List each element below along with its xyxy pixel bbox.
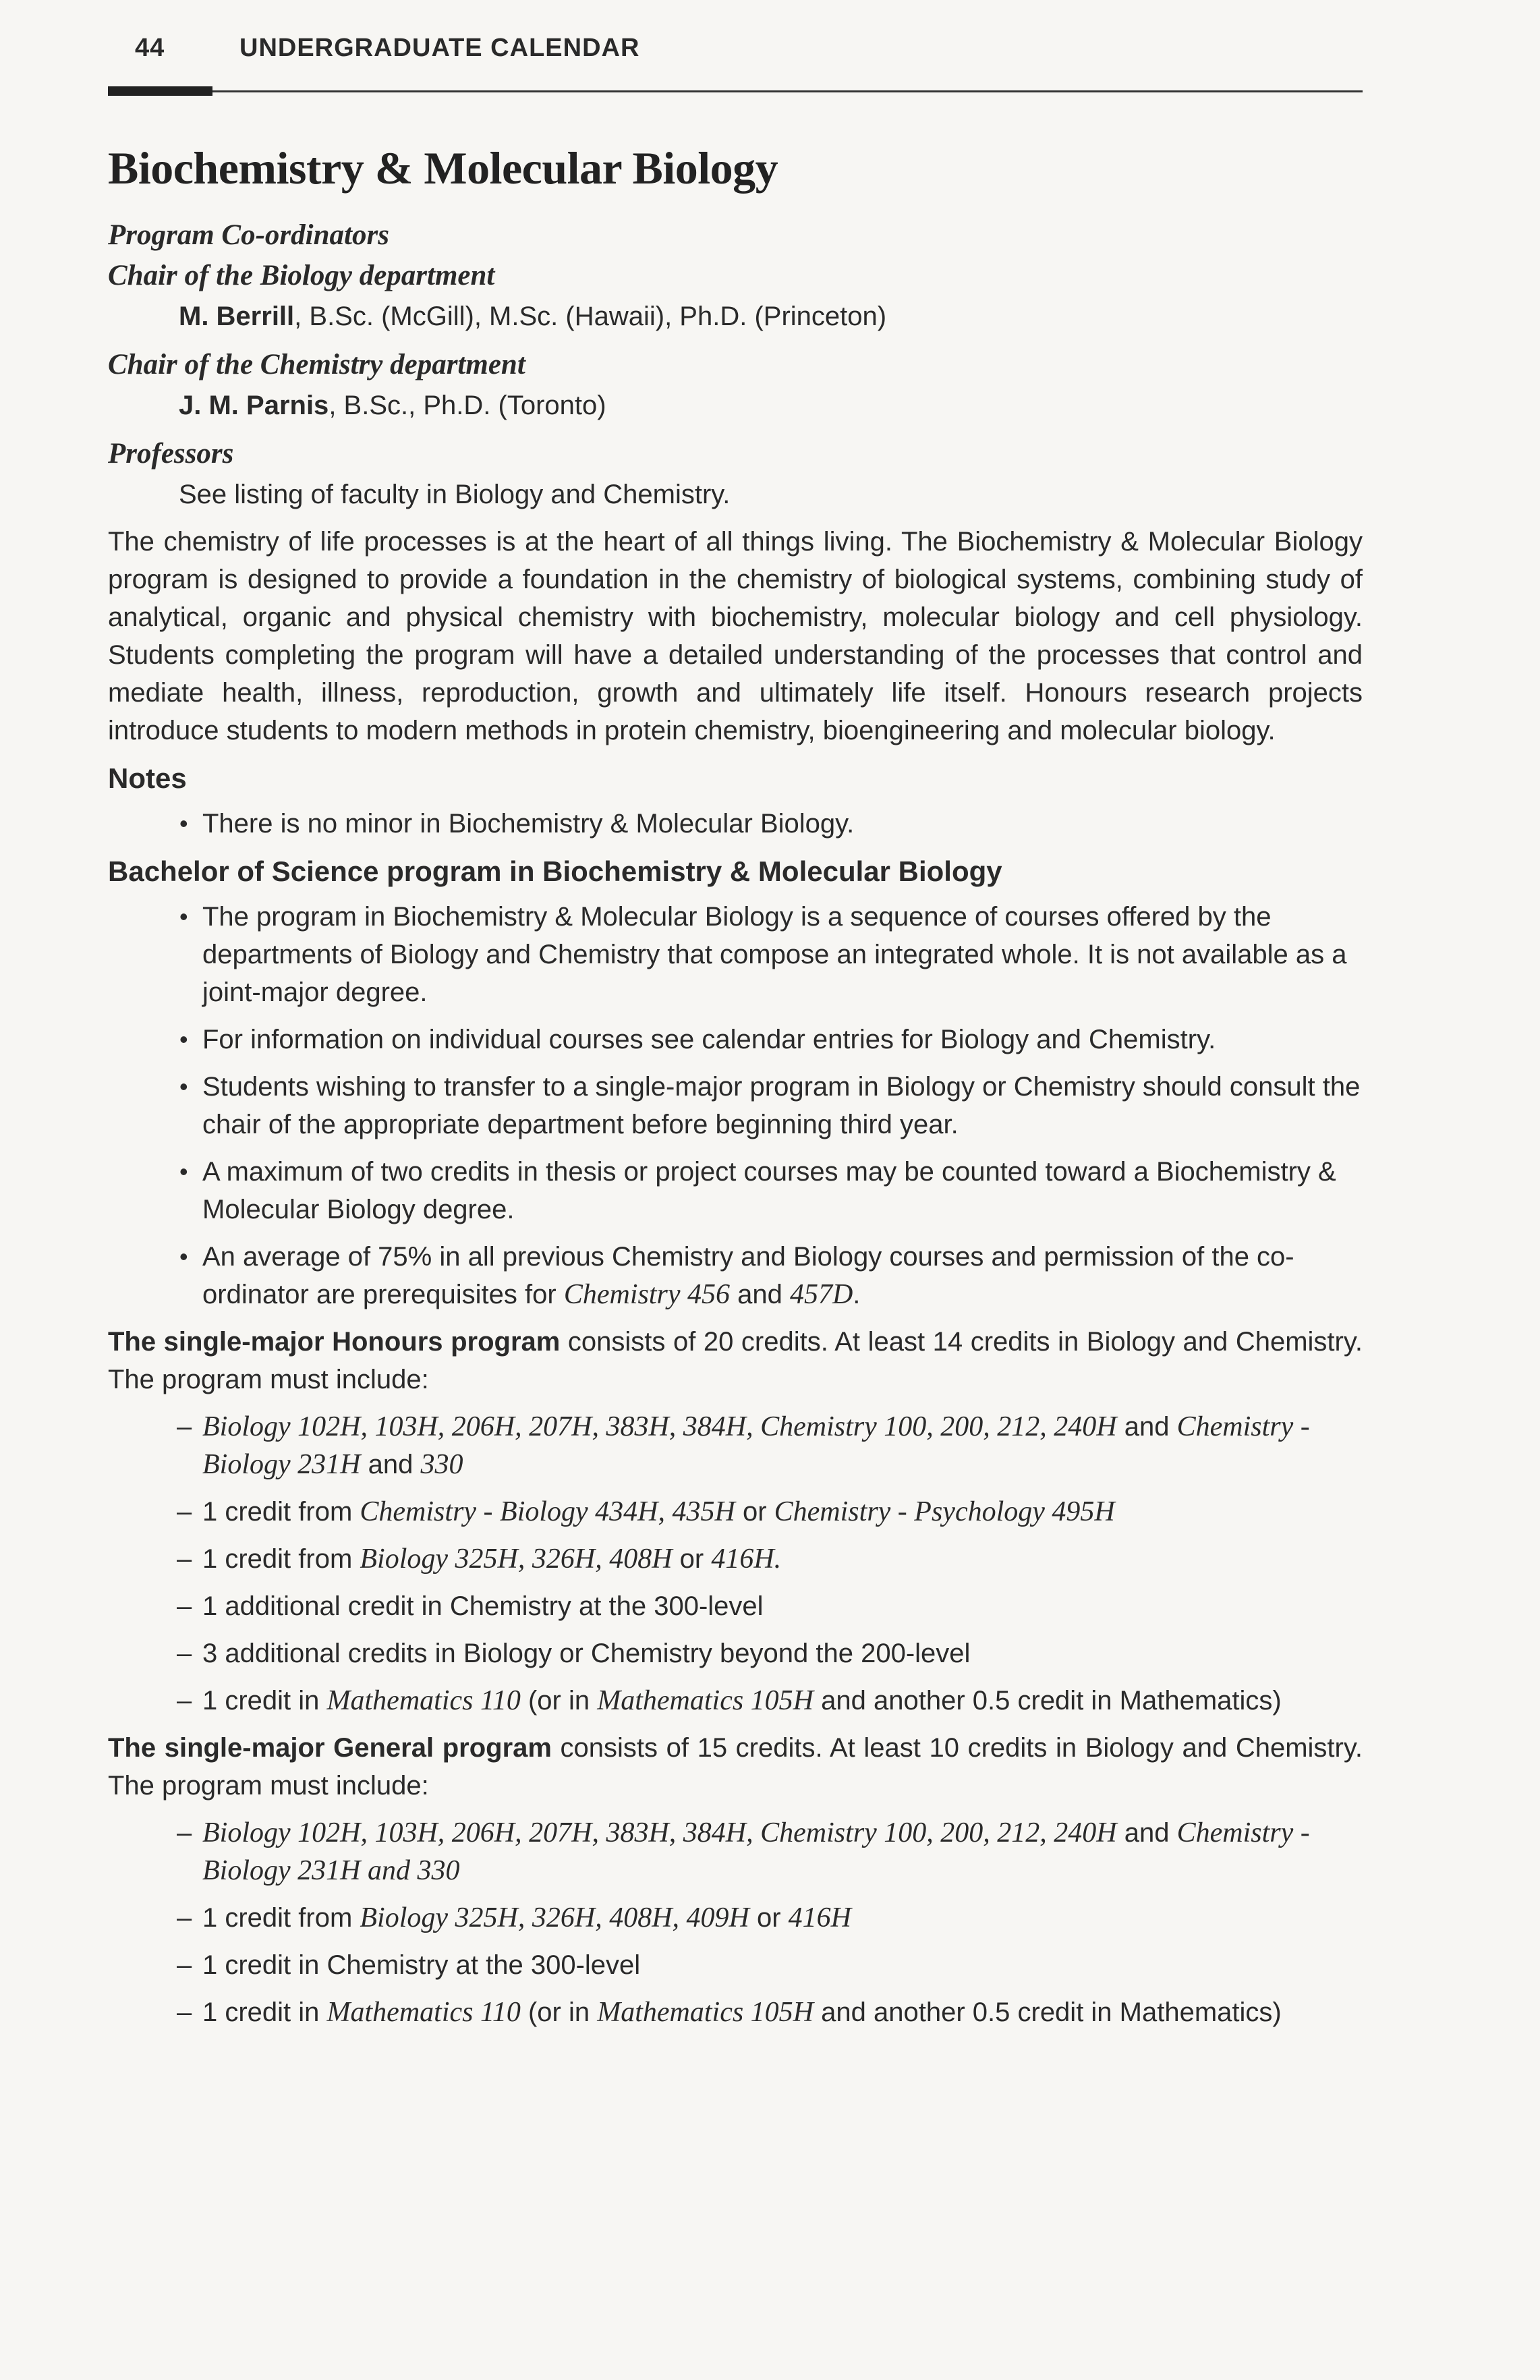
chair-chemistry-heading: Chair of the Chemistry department (108, 349, 525, 380)
chair-biology-degrees: , B.Sc. (McGill), M.Sc. (Hawaii), Ph.D. (Princeton) (294, 302, 887, 331)
bsc-heading: Bachelor of Science program in Biochemistry & Molecular Biology (108, 855, 1002, 887)
requirement-item: – 1 credit from Biology 325H, 326H, 408H or 416H. (177, 1543, 782, 1575)
requirement-item: – 1 credit from Chemistry - Biology 434H, 435H or Chemistry - Psychology 495H (177, 1496, 1115, 1527)
requirement-item: – 1 credit in Chemistry at the 300-level (177, 1950, 641, 1980)
general-intro: The single-major General program consists of 15 credits. At least 10 credits in Biology and Chemistry. The program must include: (108, 1733, 1363, 1801)
requirement-item: – 1 credit in Mathematics 110 (or in Mathematics 105H and another 0.5 credit in Mathematics) (177, 1997, 1282, 2028)
list-item: • For information on individual courses see calendar entries for Biology and Chemistry. (179, 1025, 1216, 1054)
professors-heading: Professors (108, 438, 234, 470)
general-requirements (108, 1814, 1363, 2031)
running-header-title: UNDERGRADUATE CALENDAR (239, 34, 640, 62)
chair-chemistry-degrees: , B.Sc., Ph.D. (Toronto) (329, 391, 606, 420)
professors-text: See listing of faculty in Biology and Chemistry. (179, 480, 731, 509)
list-item: • A maximum of two credits in thesis or project courses may be counted toward a Biochemistry & Molecular Biology degree. (179, 1157, 1336, 1224)
requirement-item: – Biology 102H, 103H, 206H, 207H, 383H, 384H, Chemistry 100, 200, 212, 240H and Chemistry - Biology 231H and 330 (177, 1817, 1310, 1886)
list-item: • Students wishing to transfer to a single-major program in Biology or Chemistry should consult the chair of the appropriate department before beginning third year. (179, 1072, 1361, 1139)
running-header (108, 34, 1363, 81)
chair-biology-heading: Chair of the Biology department (108, 260, 495, 291)
chair-chemistry-entry (108, 385, 1363, 426)
list-item: • There is no minor in Biochemistry & Molecular Biology. (179, 809, 855, 839)
list-item: • The program in Biochemistry & Molecular Biology is a sequence of courses offered by the departments of Biology and Chemistry that compose an integrated whole. It is not available as a joint-major degree. (179, 902, 1347, 1007)
calendar-page (108, 34, 1363, 2041)
chair-biology-name: M. Berrill (179, 302, 295, 331)
requirement-item: – Biology 102H, 103H, 206H, 207H, 383H, 384H, Chemistry 100, 200, 212, 240H and Chemistry - Biology 231H and 330 (177, 1411, 1310, 1480)
requirement-item: – 3 additional credits in Biology or Chemistry beyond the 200-level (177, 1639, 971, 1668)
intro-paragraph: The chemistry of life processes is at the heart of all things living. The Biochemistry & Molecular Biology program is designed to provide a foundation in the chemistry of biological systems, combining study of analytical, organic and physical chemistry with biochemistry, molecular biology and cell physiology. Students completing the program will have a detailed understanding of the processes that control and mediate health, illness, reproduction, growth and ultimately life itself. Honours research projects introduce students to modern methods in protein chemistry, bioengineering and molecular biology. (108, 527, 1363, 745)
page-number: 44 (135, 34, 165, 62)
notes-list (108, 805, 1363, 843)
requirement-item: – 1 credit in Mathematics 110 (or in Mathematics 105H and another 0.5 credit in Mathematics) (177, 1685, 1282, 1716)
notes-heading: Notes (108, 762, 187, 794)
chair-chemistry-name: J. M. Parnis (179, 391, 329, 420)
requirement-item: – 1 credit from Biology 325H, 326H, 408H, 409H or 416H (177, 1902, 852, 1933)
general-lead: The single-major General program (108, 1733, 552, 1763)
honours-requirements (108, 1408, 1363, 1720)
honours-lead: The single-major Honours program (108, 1327, 561, 1357)
section-title: Biochemistry & Molecular Biology (108, 142, 778, 194)
list-item: • An average of 75% in all previous Chemistry and Biology courses and permission of the co-ordinator are prerequisites for Chemistry 456 and 457D. (179, 1242, 1294, 1310)
bsc-bullets (108, 898, 1363, 1313)
coordinators-heading: Program Co-ordinators (108, 219, 389, 251)
honours-intro: The single-major Honours program consists of 20 credits. At least 14 credits in Biology and Chemistry. The program must include: (108, 1327, 1363, 1394)
header-rule (108, 85, 1363, 88)
chair-biology-entry (108, 296, 1363, 337)
requirement-item: – 1 additional credit in Chemistry at the 300-level (177, 1591, 764, 1621)
